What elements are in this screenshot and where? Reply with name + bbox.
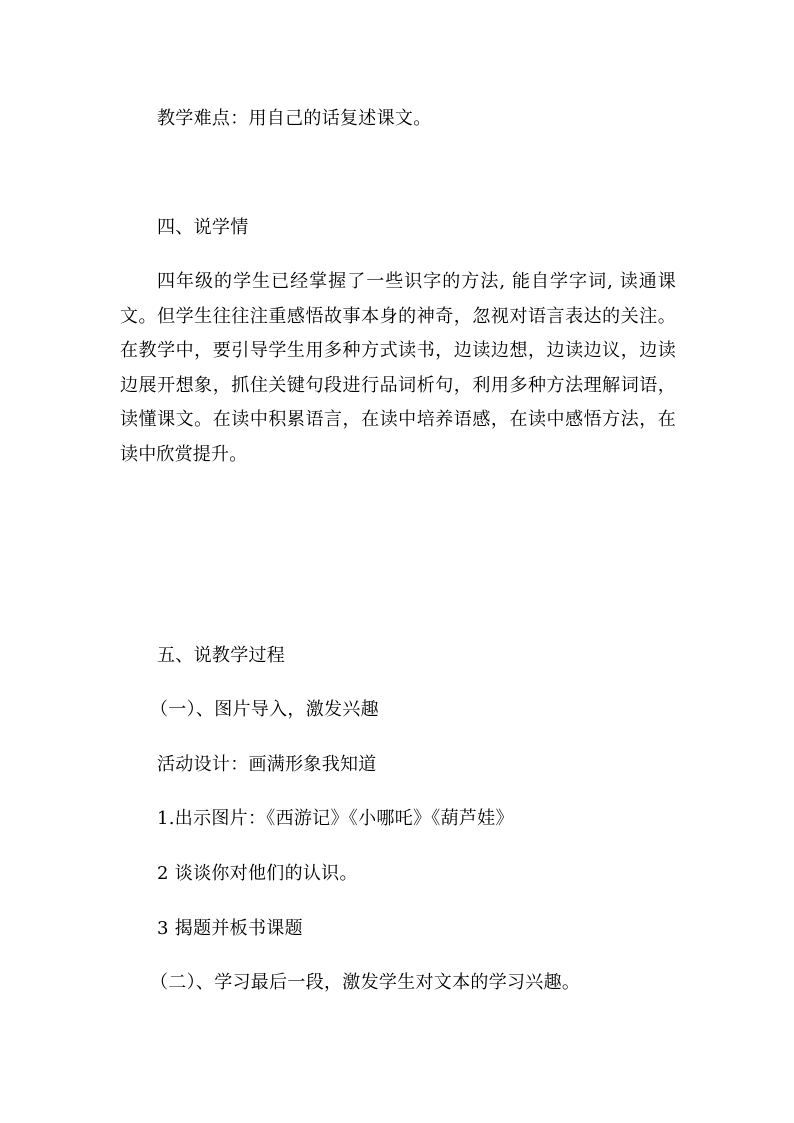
paragraph-line: 读懂课文。在读中积累语言，在读中培养语感，在读中感悟方法，在: [120, 409, 676, 430]
paragraph-line: 文。但学生往往注重感悟故事本身的神奇，忽视对语言表达的关注。: [120, 305, 676, 327]
step2-heading: （二）、学习最后一段，激发学生对文本的学习兴趣。: [150, 972, 581, 993]
section4-heading: 四、说学情: [157, 217, 249, 238]
section4-paragraph: [120, 265, 676, 472]
teaching-difficulty-text: 教学难点：用自己的话复述课文。: [157, 108, 432, 129]
paragraph-line: 读中欣赏提升。: [120, 443, 248, 465]
list-item-2: 2 谈谈你对他们的认识。: [157, 863, 358, 884]
step1-heading: （一）、图片导入，激发兴趣: [150, 699, 379, 720]
activity-design-text: 活动设计：画满形象我知道: [157, 754, 377, 775]
list-item-1: 1.出示图片：《西游记》《小哪吒》《葫芦娃》: [157, 808, 514, 829]
paragraph-line: 边展开想象，抓住关键句段进行品词析句，利用多种方法理解词语，: [120, 374, 676, 396]
paragraph-line: 四年级的学生已经掌握了一些识字的方法, 能自学字词, 读通课: [157, 271, 676, 292]
section5-heading: 五、说教学过程: [157, 645, 286, 666]
list-item-3: 3 揭题并板书课题: [157, 918, 303, 939]
paragraph-line: 在教学中，要引导学生用多种方式读书，边读边想，边读边议，边读: [120, 340, 676, 361]
